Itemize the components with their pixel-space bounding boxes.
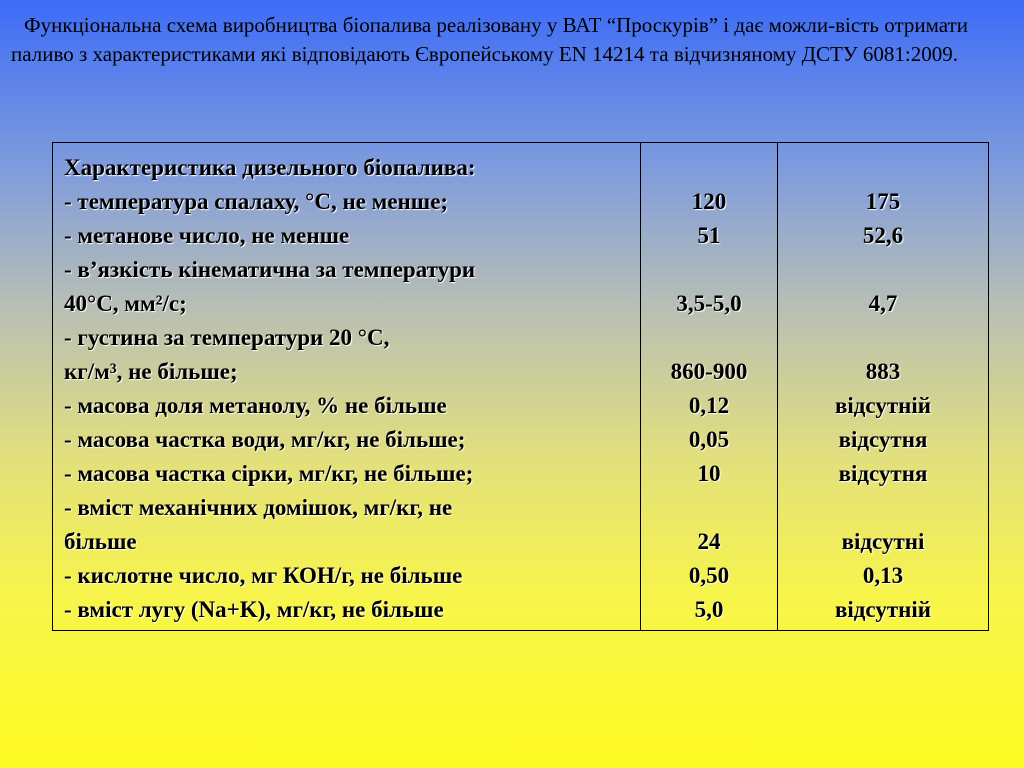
label-line: - температура спалаху, °С, не менше; — [64, 189, 449, 214]
spacer — [641, 253, 777, 287]
norm-value: 0,12 — [688, 393, 730, 418]
spacer — [641, 491, 777, 525]
spacer — [778, 253, 988, 287]
spacer — [778, 151, 988, 185]
actual-value: 0,13 — [862, 563, 904, 588]
actual-value: 175 — [865, 189, 901, 214]
norm-values-column — [641, 143, 778, 631]
norm-value: 120 — [691, 189, 727, 214]
actual-value: відсутня — [838, 461, 928, 486]
spacer — [778, 491, 988, 525]
norm-value: 3,5-5,0 — [676, 291, 742, 316]
spacer — [641, 321, 777, 355]
table-row — [53, 143, 989, 631]
label-line: - густина за температури 20 °С, — [64, 325, 390, 350]
label-line: 40°С, мм²/с; — [64, 291, 187, 316]
label-line: - масова доля метанолу, % не більше — [64, 393, 447, 418]
spacer — [641, 151, 777, 185]
spacer — [778, 321, 988, 355]
norm-value: 860-900 — [670, 359, 748, 384]
actual-value: 883 — [865, 359, 901, 384]
actual-value: відсутня — [838, 427, 928, 452]
norm-value: 10 — [697, 461, 721, 486]
norm-value: 0,50 — [688, 563, 730, 588]
table-heading: Характеристика дизельного біопалива: — [64, 155, 476, 180]
norm-value: 24 — [697, 529, 721, 554]
biofuel-characteristics-table — [52, 142, 989, 631]
label-line: - вміст лугу (Na+K), мг/кг, не більше — [64, 597, 444, 622]
label-line: кг/м³, не більше; — [64, 359, 238, 384]
norm-value: 5,0 — [694, 597, 724, 622]
actual-value: 52,6 — [862, 223, 904, 248]
label-line: - масова частка сірки, мг/кг, не більше; — [64, 461, 474, 486]
actual-value: відсутній — [834, 393, 932, 418]
actual-value: відсутні — [841, 529, 925, 554]
intro-paragraph: Функціональна схема виробництва біопалива реалізовану у ВАТ “Проскурів” і дає можли-вість отримати паливо з характеристиками які відповідають Європейському EN 14214 та відчизняному ДСТУ 6081:2009. — [11, 13, 968, 66]
label-line: - масова частка води, мг/кг, не більше; — [64, 427, 466, 452]
characteristics-column — [53, 143, 641, 631]
norm-value: 0,05 — [688, 427, 730, 452]
label-line: - вміст механічних домішок, мг/кг, не — [64, 495, 453, 520]
norm-value: 51 — [697, 223, 721, 248]
actual-values-column — [778, 143, 989, 631]
label-line: - метанове число, не менше — [64, 223, 350, 248]
label-line: більше — [64, 529, 137, 554]
label-line: - кислотне число, мг КОН/г, не більше — [64, 563, 463, 588]
actual-value: відсутній — [834, 597, 932, 622]
label-line: - в’язкість кінематична за температури — [64, 257, 476, 282]
actual-value: 4,7 — [868, 291, 898, 316]
